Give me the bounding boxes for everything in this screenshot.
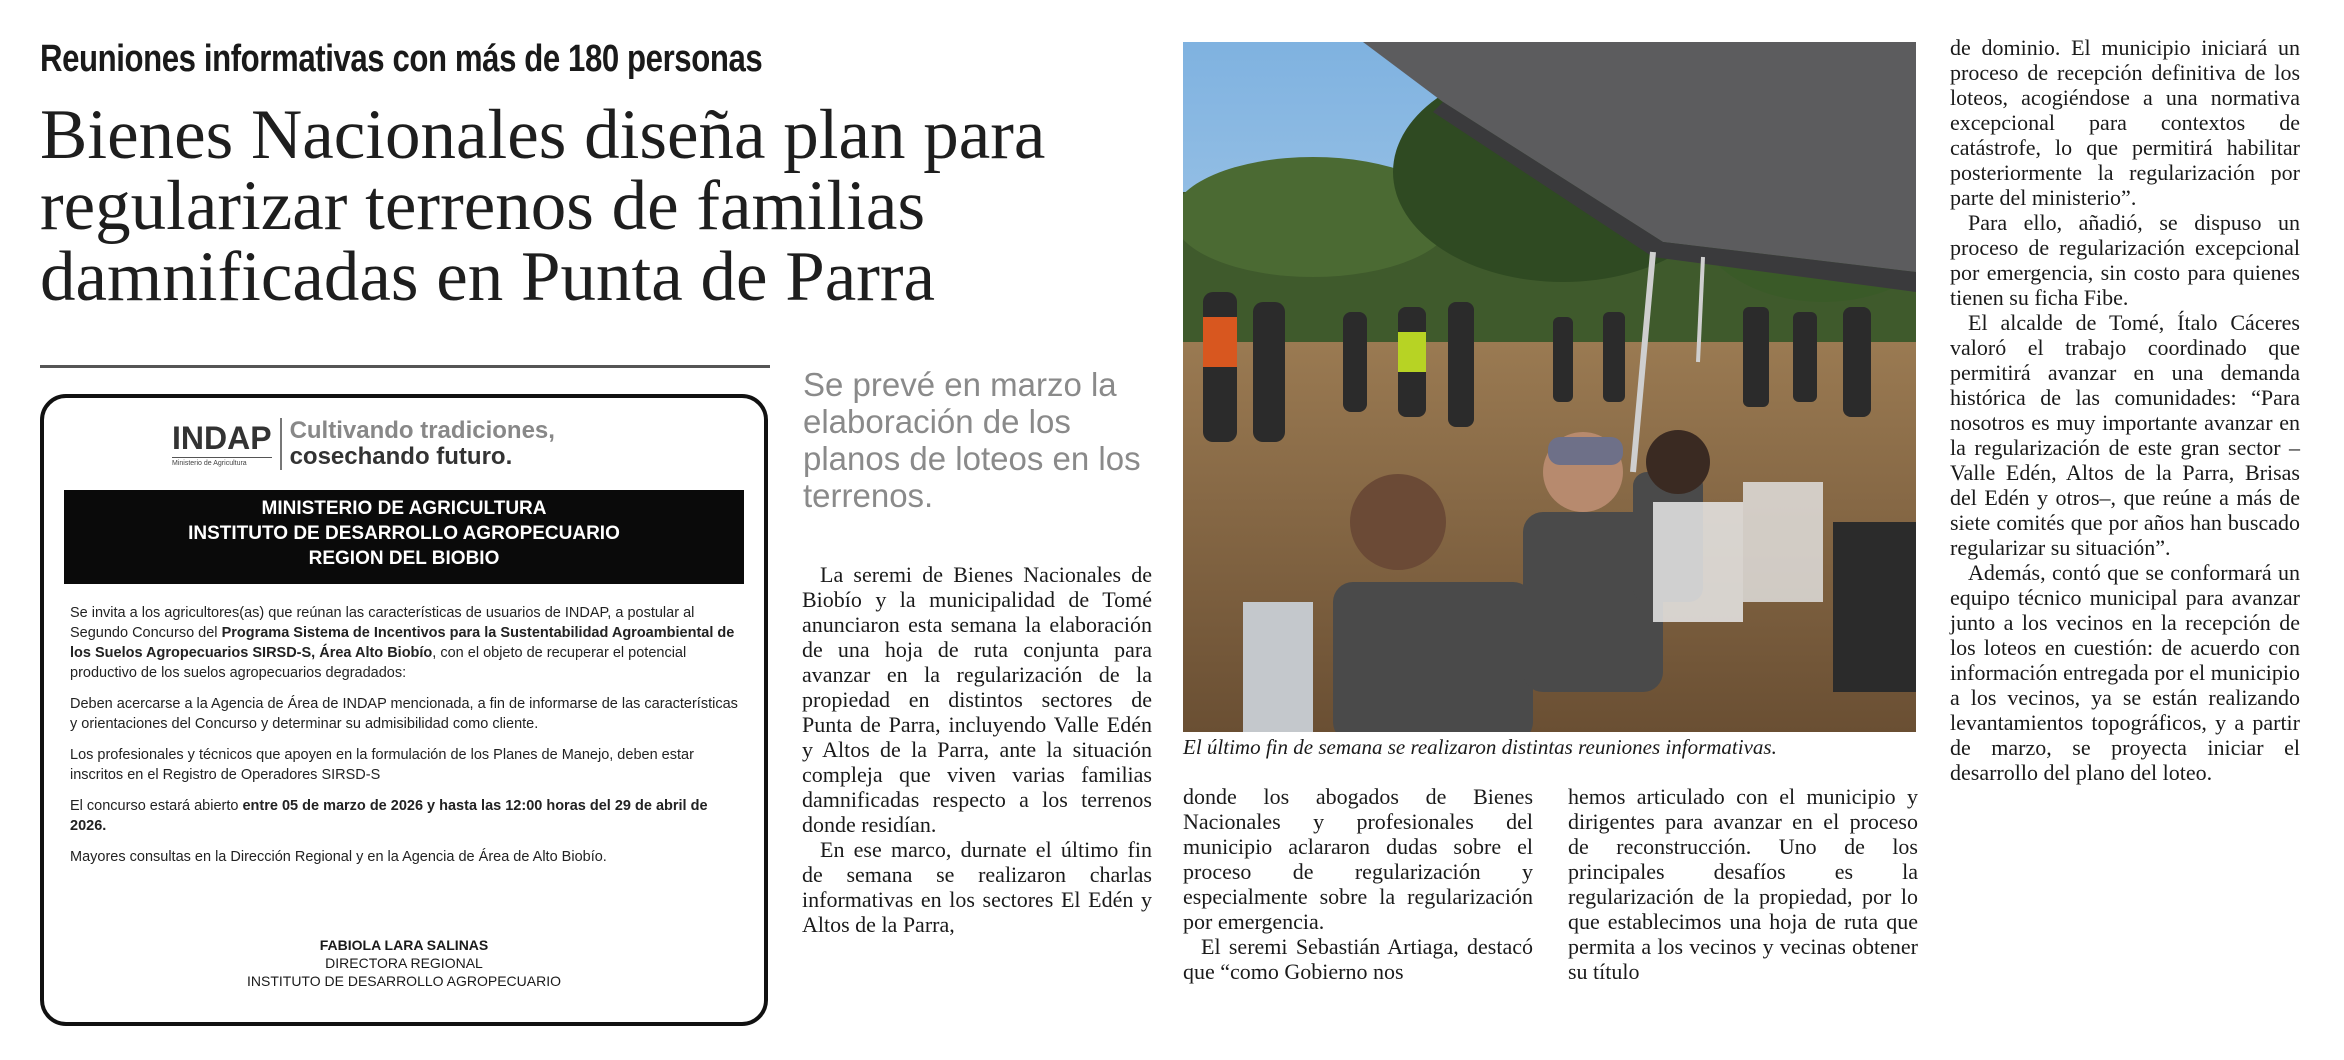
ad-paragraph-dates: El concurso estará abierto entre 05 de marzo de 2026 y hasta las 12:00 horas del 29 de abril de 2026. — [70, 798, 708, 834]
tagline-line-1: Cultivando tradiciones, — [289, 417, 555, 444]
logo-subtext: Ministerio de Agricultura — [172, 457, 272, 467]
deck: Se prevé en marzo la elaboración de los planos de loteos en los terrenos. — [803, 366, 1141, 514]
signature-title: DIRECTORA REGIONAL — [325, 955, 483, 971]
kicker: Reuniones informativas con más de 180 personas — [40, 38, 763, 80]
column-1-paragraph-2: En ese marco, durnate el último fin de semana se realizaron charlas informativas en los sectores El Edén y Altos de la Parra, — [802, 837, 1152, 937]
indap-advertisement — [40, 394, 768, 1026]
banner-line-3: REGION DEL BIOBIO — [308, 548, 500, 569]
column-4-paragraph-4: Además, contó que se conformará un equipo técnico municipal para avanzar junto a los vecinos en la recepción de los loteos en cuestión: de acuerdo con información entregada por el municipio a los vecinos, ya se están realizando levantamientos topográficos, y a partir de marzo, se proyecta iniciar el desarrollo del plano del loteo. — [1950, 560, 2300, 785]
logo-text: INDAP — [172, 419, 272, 456]
tagline-line-2: cosechando futuro. — [289, 443, 513, 470]
column-2-paragraph-2: El seremi Sebastián Artiaga, destacó que “como Gobierno nos — [1183, 934, 1533, 984]
ad-paragraph-contact: Mayores consultas en la Dirección Regional y en la Agencia de Área de Alto Biobío. — [70, 849, 607, 865]
logo-separator — [280, 418, 282, 470]
ad-paragraph-invite: Se invita a los agricultores(as) que reúnan las características de usuarios de INDAP, a postular al Segundo Concurso del Programa Sistema de Incentivos para la Sustentabilidad Agroambiental de los Suelos Agropecuarios SIRSD-S, Área Alto Biobío, con el objeto de recuperar el potencial productivo de los suelos agropecuarios degradados: — [70, 605, 735, 681]
column-4-paragraph-2: Para ello, añadió, se dispuso un proceso de regularización excepcional por emergencia, sin costo para quienes tienen su ficha Fibe. — [1950, 210, 2300, 310]
ad-paragraph-professionals: Los profesionales y técnicos que apoyen en la formulación de los Planes de Manejo, deben estar inscritos en el Registro de Operadores SIRSD-S — [70, 747, 694, 783]
ad-signature — [44, 936, 764, 990]
column-4-paragraph-1: de dominio. El municipio iniciará un proceso de recepción definitiva de los loteos, acogiéndose a una normativa excepcional para contextos de catástrofe, lo que permitirá habilitar posteriormente la regularización por parte del ministerio”. — [1950, 35, 2300, 210]
column-3-paragraph-1: hemos articulado con el municipio y dirigentes para avanzar en el proceso de reconstrucción. Uno de los principales desafíos es la regularización de la propiedad, por lo que establecimos una hoja de ruta que permita a los vecinos y vecinas obtener su título — [1568, 784, 1918, 984]
ministry-banner — [64, 490, 744, 584]
headline: Bienes Nacionales diseña plan para regularizar terrenos de familias damnificadas en Punta de Parra — [40, 96, 1046, 316]
indap-logo — [172, 418, 555, 470]
signature-org: INSTITUTO DE DESARROLLO AGROPECUARIO — [246, 973, 562, 989]
event-photo — [1183, 42, 1916, 732]
tagline — [290, 418, 555, 470]
article-column-3 — [1568, 784, 1918, 984]
signature-name: FABIOLA LARA SALINAS — [319, 937, 489, 953]
ad-paragraph-agency: Deben acercarse a la Agencia de Área de INDAP mencionada, a fin de informarse de las características y orientaciones del Concurso y determinar su admisibilidad como cliente. — [70, 696, 738, 732]
column-2-paragraph-1: donde los abogados de Bienes Nacionales y profesionales del municipio aclararon dudas sobre el proceso de regularización y especialmente sobre la regularización por emergencia. — [1183, 784, 1533, 934]
article-column-4 — [1950, 35, 2300, 785]
column-1-paragraph-1: La seremi de Bienes Nacionales de Biobío y la municipalidad de Tomé anunciaron esta semana la elaboración de una hoja de ruta conjunta para avanzar en la regularización de la propiedad en distintos sectores de Punta de Parra, incluyendo Valle Edén y Altos de la Parra, ante la situación compleja que viven varias familias damnificadas respecto a los terrenos donde residían. — [802, 562, 1152, 837]
photo-caption: El último fin de semana se realizaron distintas reuniones informativas. — [1183, 735, 1777, 759]
ad-body — [70, 603, 742, 878]
divider — [40, 365, 770, 368]
article-column-2 — [1183, 784, 1533, 984]
banner-line-1: MINISTERIO DE AGRICULTURA — [261, 498, 547, 519]
column-4-paragraph-3: El alcalde de Tomé, Ítalo Cáceres valoró el trabajo coordinado que permitirá avanzar en una demanda histórica de las comunidades: “Para nosotros es muy importante avanzar en la regularización de este gran sector –Valle Edén, Altos de la Parra, Brisas del Edén y otros–, que reúne a más de siete comités que por años han buscado regularizar su situación”. — [1950, 310, 2300, 560]
article-column-1 — [802, 562, 1152, 937]
banner-line-2: INSTITUTO DE DESARROLLO AGROPECUARIO — [188, 523, 620, 544]
photo-illustration — [1183, 42, 1916, 732]
